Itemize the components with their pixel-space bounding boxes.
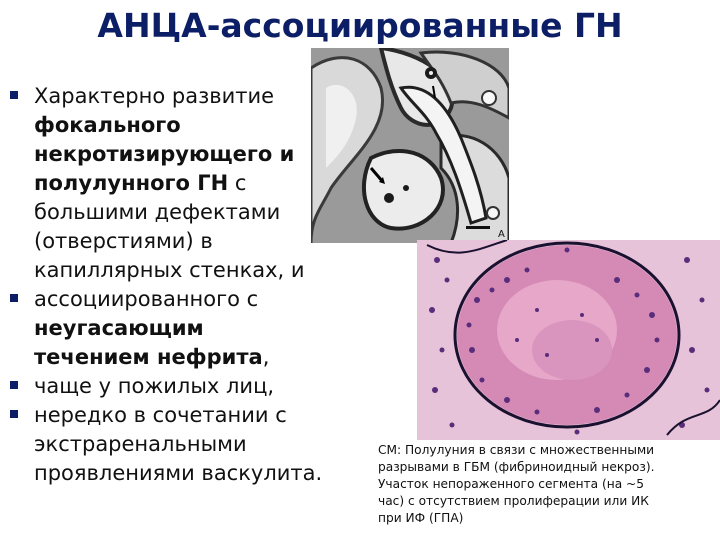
bullet-line (34, 82, 338, 111)
electron-micrograph-image (311, 48, 509, 243)
bullet-line (34, 401, 338, 430)
text: большими дефектами (34, 200, 281, 224)
slide-title: АНЦА-ассоциированные ГН (97, 6, 623, 45)
text: ассоциированного с (34, 287, 259, 311)
bullet-item (8, 401, 338, 488)
figure-caption (378, 442, 716, 527)
bold-text: неугасающим (34, 316, 204, 340)
text: нередко в сочетании с (34, 403, 287, 427)
bullet-line (34, 169, 338, 198)
bullet-line (34, 227, 338, 256)
electron-micrograph-drawing (311, 48, 509, 243)
bullet-line (34, 314, 338, 343)
bullet-line (34, 343, 338, 372)
caption-line: Участок непораженного сегмента (на ~5 (378, 477, 645, 491)
bold-text: некротизирующего и (34, 142, 295, 166)
text: , (262, 345, 270, 369)
bold-text: фокального (34, 113, 181, 137)
caption-line: разрывами в ГБМ (фибриноидный некроз). (378, 460, 655, 474)
scale-bar (466, 226, 490, 229)
histology-drawing (417, 240, 720, 440)
text: с (228, 171, 247, 195)
bullet-item (8, 285, 338, 372)
bullet-marker (10, 410, 18, 418)
text: (отверстиями) в (34, 229, 213, 253)
caption-line: час) с отсутствием пролиферации или ИК (378, 494, 649, 508)
histology-image (417, 240, 720, 440)
caption-line: при ИФ (ГПА) (378, 511, 464, 525)
micrograph-label: A (498, 229, 505, 240)
bullet-line (34, 430, 338, 459)
text: экстраренальными (34, 432, 247, 456)
bullet-line (34, 256, 338, 285)
text: чаще у пожилых лиц, (34, 374, 275, 398)
bullet-line (34, 459, 338, 488)
bullet-list (8, 82, 338, 488)
bullet-line (34, 372, 338, 401)
bullet-marker (10, 294, 18, 302)
text: капиллярных стенках, и (34, 258, 305, 282)
bullet-line (34, 198, 338, 227)
text: Характерно развитие (34, 84, 275, 108)
bullet-item (8, 82, 338, 285)
bullet-line (34, 111, 338, 140)
caption-line: СМ: Полулуния в связи с множественными (378, 443, 655, 457)
bullet-line (34, 285, 338, 314)
bullet-item (8, 372, 338, 401)
bold-text: полулунного ГН (34, 171, 229, 195)
bullet-marker (10, 91, 18, 99)
bullet-line (34, 140, 338, 169)
bold-text: течением нефрита (34, 345, 263, 369)
text: проявлениями васкулита. (34, 461, 323, 485)
bullet-marker (10, 381, 18, 389)
